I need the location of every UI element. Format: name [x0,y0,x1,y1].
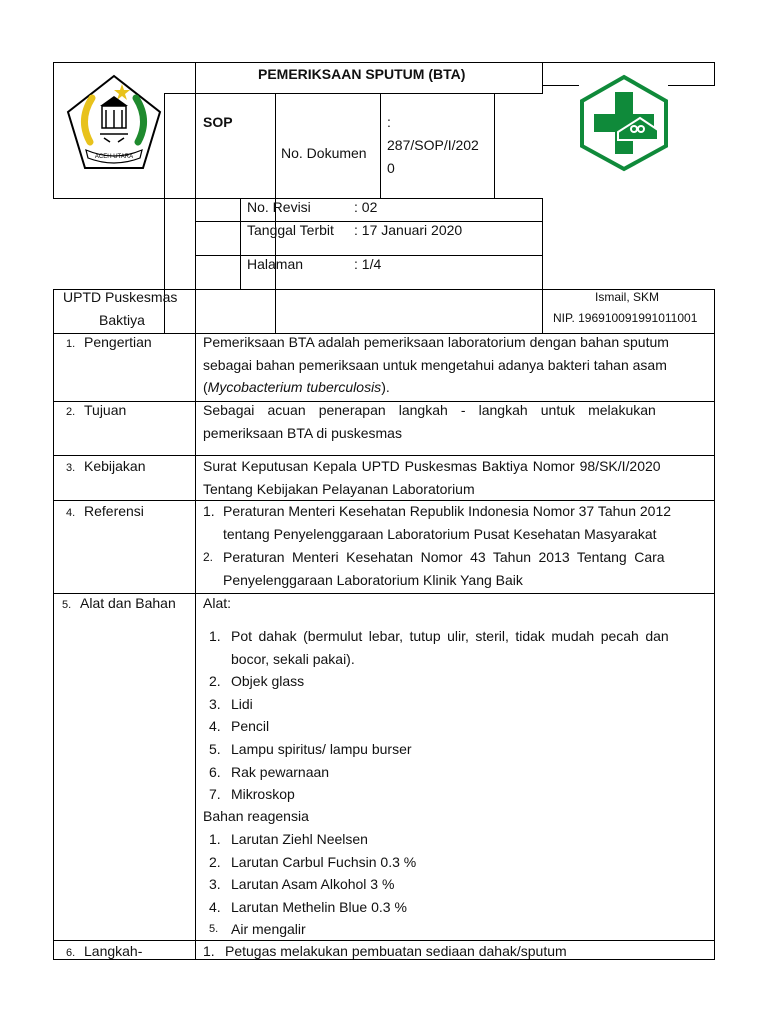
paren-open: ( [203,379,208,395]
section-label-alat [62,592,176,616]
terbit-value: : 17 Januari 2020 [354,222,463,238]
section-number: 4. [66,507,76,519]
langkah-item-text: Petugas melakukan pembuatan sediaan dahak/sputum [225,943,567,959]
species-name: Mycobacterium tuberculosis [207,379,382,395]
org-name-line2: Baktiya [99,312,145,328]
org-name-line1: UPTD Puskesmas [63,289,178,305]
list-item-number: 2. [209,853,221,870]
list-item-text: Air mengalir [231,921,306,938]
list-item-number: 5. [209,923,219,936]
list-item-number: 2. [209,673,221,690]
list-item-number: 4. [209,898,221,915]
revisi-label: No. Revisi [247,199,311,215]
list-item-number: 1. [209,628,221,644]
section-title: Kebijakan [84,458,146,474]
sop-label: SOP [203,114,233,130]
terbit-label: Tanggal Terbit [247,222,334,238]
list-item-number: 5. [209,741,221,757]
paren-close: ). [381,379,390,395]
section-label-tujuan [66,399,126,423]
kebijakan-line1: Surat Keputusan Kepala UPTD Puskesmas Baktiya Nomor 98/SK/I/2020 [203,458,661,474]
logo-ribbon-text: ACEH UTARA [94,154,134,160]
alat-heading: Alat: [203,595,232,611]
doc-no-value-2: 0 [387,160,395,176]
signer-name: Ismail, SKM [595,290,660,304]
list-item-text: Larutan Methelin Blue 0.3 % [231,898,407,915]
section-label-pengertian [66,331,152,355]
section-title: Alat dan Bahan [80,595,176,611]
list-item-number: 3. [209,695,221,712]
list-item-number: 4. [209,718,221,735]
list-item-text: Objek glass [231,673,305,690]
list-item-text: Mikroskop [231,786,295,803]
referensi-item-line2: Penyelenggaraan Laboratorium Klinik Yang Baik [223,572,523,588]
section-title: Pengertian [84,334,152,350]
list-item-text: Larutan Carbul Fuchsin 0.3 % [231,853,417,870]
section-label-referensi [66,500,144,524]
doc-no-label: No. Dokumen [281,145,367,161]
pengertian-line2: sebagai bahan pemeriksaan untuk mengetahui adanya bakteri tahan asam [203,357,667,373]
pengertian-line1: Pemeriksaan BTA adalah pemeriksaan laboratorium dengan bahan sputum [203,334,669,350]
puskesmas-logo [578,74,670,172]
list-item-text: Lampu spiritus/ lampu burser [231,741,412,757]
section-number: 2. [66,406,76,418]
list-item-text-continued: bocor, sekali pakai). [231,650,355,667]
list-item-text: Lidi [231,695,253,712]
section-number: 5. [62,599,72,611]
signer-nip: NIP. 196910091991011001 [553,311,698,325]
halaman-value: : 1/4 [354,256,382,272]
referensi-item-line2: tentang Penyelenggaraan Laboratorium Pusat Kesehatan Masyarakat [223,526,657,542]
revisi-value: : 02 [354,199,378,215]
tujuan-line1: Sebagai acuan penerapan langkah - langkah untuk melakukan [203,402,656,418]
referensi-item-num: 2. [203,550,214,564]
list-item-text: Pot dahak (bermulut lebar, tutup ulir, steril, tidak mudah pecah dan [231,628,669,644]
referensi-item-num: 1. [203,503,215,519]
list-item-number: 7. [209,786,221,803]
langkah-item-num: 1. [203,943,215,959]
section-label-kebijakan [66,455,146,479]
section-title: Langkah- [84,943,143,959]
section-label-langkah [66,940,142,964]
doc-no-colon: : [387,114,391,130]
list-item-text: Pencil [231,718,270,735]
doc-no-value-1: 287/SOP/I/202 [387,137,479,153]
section-title: Tujuan [84,402,127,418]
halaman-label: Halaman [247,256,304,272]
list-item-number: 6. [209,763,221,780]
pengertian-line3 [203,376,390,398]
list-item-text: Larutan Asam Alkohol 3 % [231,876,395,893]
referensi-item-line1: Peraturan Menteri Kesehatan Republik Indonesia Nomor 37 Tahun 2012 [223,503,672,519]
section-number: 1. [66,338,76,350]
referensi-item-line1: Peraturan Menteri Kesehatan Nomor 43 Tahun 2013 Tentang Cara [223,549,665,565]
list-item-number: 1. [209,831,221,847]
section-number: 6. [66,947,76,959]
tujuan-line2: pemeriksaan BTA di puskesmas [203,425,402,441]
section-number: 3. [66,462,76,474]
list-item-text: Rak pewarnaan [231,763,330,780]
document-title: PEMERIKSAAN SPUTUM (BTA) [258,66,466,82]
list-item-number: 3. [209,876,221,893]
kebijakan-line2: Tentang Kebijakan Pelayanan Laboratorium [203,481,475,497]
bahan-heading: Bahan reagensia [203,808,309,824]
section-title: Referensi [84,503,144,519]
aceh-utara-logo [64,72,164,172]
list-item-text: Larutan Ziehl Neelsen [231,831,368,847]
